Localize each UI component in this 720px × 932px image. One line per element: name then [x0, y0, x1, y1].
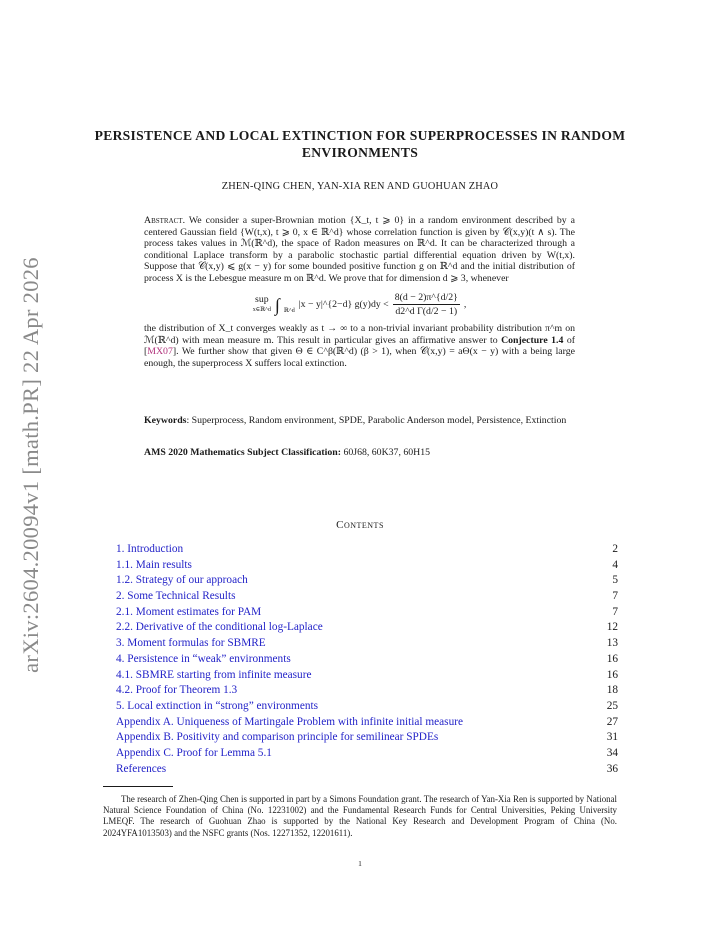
abstract [144, 215, 575, 369]
toc-link[interactable]: 3. Moment formulas for SBMRE [116, 637, 266, 650]
toc-page: 16 [606, 652, 618, 665]
toc-page: 5 [612, 574, 618, 587]
toc-entry[interactable] [116, 683, 618, 699]
toc-link[interactable]: 5. Local extinction in “strong” environments [116, 699, 319, 712]
abstract-label: Abstract. [144, 215, 186, 226]
footnote-text: The research of Zhen-Qing Chen is supported in part by a Simons Foundation grant. The research of Yan-Xia Ren is supported by National Natural Science Foundation of China (No. 12231002) and the Fundamental Research Funds for Central Universities, Peking University LMEQF. The research of Guohuan Zhao is supported by the National Key Research and Development Program of China (No. 2024YFA1013503) and the NSFC grants (Nos. 12271352, 12201611). [103, 794, 617, 838]
toc-link[interactable]: Appendix C. Proof for Lemma 5.1 [116, 746, 272, 759]
keywords-text: : Superprocess, Random environment, SPDE, Parabolic Anderson model, Persistence, Extinction [186, 415, 567, 426]
toc-link[interactable]: 2.1. Moment estimates for PAM [116, 605, 262, 618]
toc-entry[interactable] [116, 699, 618, 715]
toc-entry[interactable] [116, 542, 618, 558]
bound-fraction [393, 292, 460, 317]
toc-page: 2 [612, 543, 618, 555]
abstract-text-3: ]. We further show that given Θ ∈ C^β(ℝ^d) (β > 1), when 𝒞(x,y) = aΘ(x − y) with a being large enough, the superprocess X suffers local extinction. [144, 346, 575, 369]
contents-heading: Contents [336, 519, 384, 531]
toc-entry[interactable] [116, 620, 618, 636]
toc-entry[interactable] [116, 558, 618, 574]
ams-classification [144, 447, 575, 458]
toc-entry[interactable] [116, 730, 618, 746]
toc-entry[interactable] [116, 715, 618, 731]
display-equation: sup x∈ℝ^d ∫ ℝ^d |x − y|^{2−d} g(y)dy < $\frac{8(d - 2)\pi\^{}\{d/2\}}{\text{d2\textasciicircum{}d Γ(d/2 − 1)}}$ , [252, 292, 467, 317]
sup-operator: sup x∈ℝ^d [252, 293, 271, 313]
citation-link-mx07[interactable]: MX07 [147, 346, 173, 357]
paper-title: PERSISTENCE AND LOCAL EXTINCTION FOR SUPERPROCESSES IN RANDOM ENVIRONMENTS [94, 128, 626, 160]
toc-page: 25 [606, 699, 618, 712]
toc-link[interactable]: 4.2. Proof for Theorem 1.3 [116, 684, 238, 697]
toc-entry[interactable] [116, 573, 618, 589]
arxiv-identifier: arXiv:2604.20094v1 [math.PR] 22 Apr 2026 [18, 257, 44, 673]
keywords [144, 415, 575, 427]
toc-entry[interactable] [116, 652, 618, 668]
integrand: |x − y|^{2−d} g(y)dy < [298, 299, 389, 310]
fraction-numerator: 8(d − 2)π^{d/2} [394, 292, 458, 303]
toc-entry[interactable] [116, 668, 618, 684]
paper-authors: ZHEN-QING CHEN, YAN-XIA REN AND GUOHUAN ZHAO [221, 181, 499, 192]
toc-entry[interactable] [116, 605, 618, 621]
toc-entry[interactable] [116, 762, 618, 778]
table-of-contents [116, 542, 618, 777]
toc-page: 36 [606, 762, 618, 775]
toc-link[interactable]: 1.2. Strategy of our approach [116, 574, 248, 587]
toc-link[interactable]: 1.1. Main results [116, 558, 192, 571]
toc-page: 4 [612, 558, 618, 571]
toc-page: 12 [606, 621, 618, 634]
toc-link[interactable]: 4.1. SBMRE starting from infinite measure [116, 668, 312, 681]
keywords-label: Keywords [144, 415, 187, 426]
toc-page: 18 [606, 684, 618, 697]
toc-page: 13 [606, 637, 618, 650]
toc-entry[interactable] [116, 746, 618, 762]
abstract-paragraph-1 [144, 215, 575, 284]
toc-link[interactable]: Appendix A. Uniqueness of Martingale Problem with infinite initial measure [116, 715, 463, 728]
toc-entry[interactable] [116, 589, 618, 605]
toc-page: 27 [606, 715, 618, 728]
ams-codes: 60J68, 60K37, 60H15 [341, 447, 431, 458]
toc-page: 7 [612, 605, 618, 618]
toc-page: 16 [606, 668, 618, 681]
toc-link[interactable]: 2. Some Technical Results [116, 590, 236, 603]
integral-sign: ∫ [274, 294, 280, 315]
funding-footnote [103, 794, 617, 839]
abstract-paragraph-2: the distribution of X_t converges weakly as t → ∞ to a non-trivial invariant probability distribution π^m on ℳ(ℝ^d) with mean measure m. This result in particular gives an affirmative answer to Conjecture 1.4 of [MX07]. We further show that given Θ ∈ C^β(ℝ^d) (β > 1), when 𝒞(x,y) = aΘ(x − y) with a being large enough, the superprocess X suffers local extinction. [144, 323, 575, 369]
abstract-text-1: We consider a super-Brownian motion {X_t, t ⩾ 0} in a random environment described by a centered Gaussian field {W(t,x), t ⩾ 0, x ∈ ℝ^d} whose correlation function is given by 𝒞(x,y)(t ∧ s). The process takes values in ℳ(ℝ^d), the space of Radon measures on ℝ^d. It can be characterized through a conditional Laplace transform by a parabolic stochastic partial differential equation driven by W(t,x). Suppose that 𝒞(x,y) ⩽ g(x − y) for some bounded positive function g on ℝ^d and the initial distribution of process X is the Lebesgue measure m on ℝ^d. We prove that for dimension d ⩾ 3, whenever [144, 215, 575, 284]
toc-link[interactable]: 2.2. Derivative of the conditional log-Laplace [116, 621, 323, 634]
toc-link[interactable]: 4. Persistence in “weak” environments [116, 652, 291, 665]
fraction-denominator: d2^d Γ(d/2 − 1) [395, 306, 458, 317]
integral-domain: ℝ^d [283, 308, 295, 314]
toc-page: 34 [606, 746, 618, 759]
ams-label: AMS 2020 Mathematics Subject Classification: [144, 447, 342, 458]
toc-page: 7 [612, 590, 618, 603]
abstract-text-2: the distribution of X_t converges weakly as t → ∞ to a non-trivial invariant probability distribution π^m on ℳ(ℝ^d) with mean measure m. This result in particular gives an affirmative answer to [144, 323, 575, 346]
toc-link[interactable]: References [116, 762, 167, 775]
toc-page: 31 [606, 731, 618, 744]
arxiv-watermark [15, 245, 47, 685]
toc-link[interactable]: 1. Introduction [116, 543, 184, 555]
toc-link[interactable]: Appendix B. Positivity and comparison principle for semilinear SPDEs [116, 731, 439, 744]
page-number: 1 [358, 859, 362, 868]
toc-entry[interactable] [116, 636, 618, 652]
footnote-rule [103, 786, 173, 787]
conjecture-reference: Conjecture 1.4 [501, 334, 564, 346]
